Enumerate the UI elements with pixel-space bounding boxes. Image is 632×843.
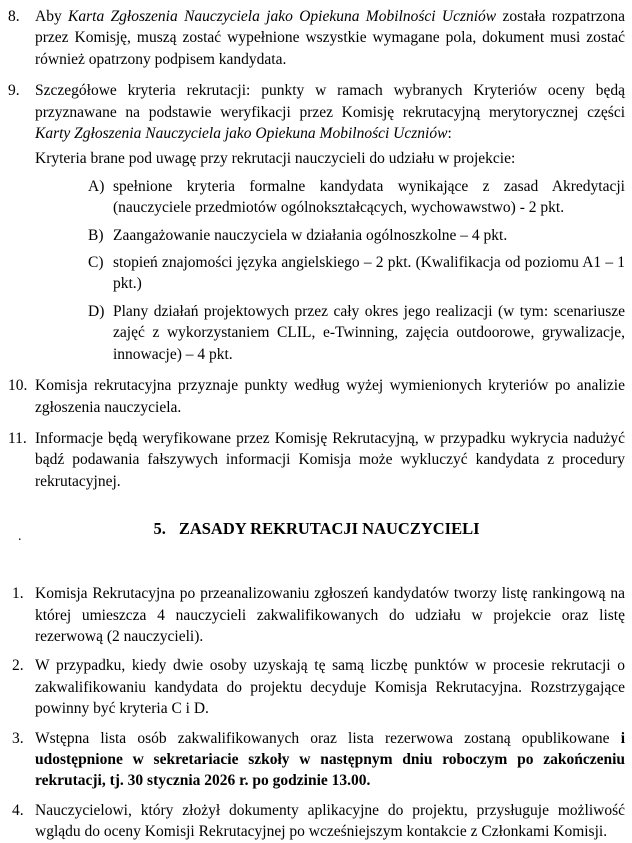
paragraph [35, 583, 625, 647]
text-segment: Komisja Rekrutacyjna po przeanalizowaniu zgłoszeń kandydatów tworzy listę rankingową na której umieszcza 4 nauczycieli zakwalifikowanych do udziału w projekcie oraz listę rezerwową (2 nauczycieli). [35, 585, 625, 645]
criteria-item [88, 225, 625, 246]
criteria-text: Plany działań projektowych przez cały okres jego realizacji (w tym: scenariusze zajęć z wykorzystaniem CLIL, e-Twinning, zajęcia outdoorowe, grywalizacje, innowacje) – 4 pkt. [113, 302, 625, 363]
stray-punctuation-mark: . [18, 529, 22, 544]
list-item-number: 3. [12, 729, 24, 747]
text-segment: Nauczycielowi, który złożył dokumenty aplikacyjne do projektu, przysługuje możliwość wglądu do oceny Komisji Rekrutacyjnej po wcześniejszym kontakcie z Członkami Komisji. [35, 801, 625, 841]
list-item [8, 428, 625, 492]
list-item-text [35, 728, 625, 792]
list-item [8, 655, 625, 719]
list-item-text [35, 6, 625, 70]
numbered-list-upper [8, 6, 625, 492]
paragraph [35, 655, 625, 719]
text-segment: Informacje będą weryfikowane przez Komisję Rekrutacyjną, w przypadku wykrycia nadużyć bądź podawania fałszywych informacji Komisja może wykluczyć kandydata z procedury rekrutacyjnej. [35, 429, 625, 490]
list-item-number: 8. [8, 8, 20, 25]
text-segment: Wstępna lista osób zakwalifikowanych oraz lista rezerwowa zostaną opublikowane [35, 729, 621, 747]
paragraph [35, 800, 625, 843]
section-heading [8, 518, 625, 539]
list-item [8, 728, 625, 792]
list-item-text [35, 800, 625, 843]
section-heading-number: 5. [153, 519, 166, 539]
criteria-letter: B) [88, 226, 104, 244]
list-item-text [35, 583, 625, 647]
text-segment: została rozpatrzona przez Komisję, muszą zostać wypełnione wszystkie wymagane pola, dokument musi zostać również opatrzony podpisem kandydata. [35, 8, 626, 68]
list-item-number: 9. [8, 82, 20, 100]
criteria-text: Zaangażowanie nauczyciela w działania ogólnoszkolne – 4 pkt. [113, 226, 508, 244]
list-item [8, 583, 625, 647]
text-segment: : [447, 125, 452, 143]
list-item-text [35, 80, 625, 365]
text-segment: Karta Zgłoszenia Nauczyciela jako Opiekuna Mobilności Uczniów [68, 8, 497, 25]
criteria-item [88, 301, 625, 365]
criteria-text: spełnione kryteria formalne kandydata wynikające z zasad Akredytacji (nauczyciele przedmiotów ogólnokształcących, wychowawstwo) - 2 pkt. [113, 177, 625, 217]
paragraph [35, 6, 625, 70]
criteria-text: stopień znajomości języka angielskiego – 2 pkt. (Kwalifikacja od poziomu A1 – 1 pkt.) [113, 254, 625, 293]
numbered-list-lower [8, 583, 625, 842]
list-item-number: 4. [12, 801, 24, 819]
text-segment: Szczegółowe kryteria rekrutacji: punkty w ramach wybranych Kryteriów oceny będą przyznawane na podstawie weryfikacji przez Komisję rekrutacyjną merytorycznej części [35, 82, 625, 121]
paragraph [35, 728, 625, 792]
criteria-item [88, 252, 625, 295]
criteria-letter: C) [88, 254, 104, 272]
list-item [8, 80, 625, 365]
list-item-text [35, 428, 625, 492]
list-item-number: 2. [12, 657, 24, 675]
text-segment: W przypadku, kiedy dwie osoby uzyskają tę samą liczbę punktów w procesie rekrutacji o zakwalifikowaniu kandydata do projektu decyduje Komisja Rekrutacyjna. Rozstrzygające powinny być kryteria C i D. [35, 657, 625, 718]
paragraph [35, 375, 625, 418]
criteria-letter: D) [88, 302, 105, 320]
list-item-text [35, 375, 625, 418]
list-item [8, 375, 625, 418]
text-segment: Aby [35, 8, 69, 25]
list-item-text [35, 655, 625, 719]
paragraph [35, 80, 625, 144]
text-segment: Komisja rekrutacyjna przyznaje punkty według wyżej wymienionych kryteriów po analizie zgłoszenia nauczyciela. [35, 377, 625, 416]
criteria-item [88, 176, 625, 219]
criteria-letter: A) [88, 177, 105, 195]
section-heading-text: ZASADY REKRUTACJI NAUCZYCIELI [178, 519, 480, 539]
list-item-number: 10. [8, 377, 28, 395]
list-item [8, 800, 625, 843]
text-segment: i udostępnione w sekretariacie szkoły w następnym dniu roboczym po zakończeniu rekrutacji, tj. 30 stycznia 2026 r. po godzinie 13.00. [35, 729, 625, 790]
paragraph [35, 428, 625, 492]
list-item-number: 1. [12, 585, 24, 603]
list-item [8, 6, 625, 70]
criteria-intro: Kryteria brane pod uwagę przy rekrutacji nauczycieli do udziału w projekcie: [35, 150, 516, 168]
text-segment: Karty Zgłoszenia Nauczyciela jako Opiekuna Mobilności Uczniów [35, 125, 448, 143]
list-item-number: 11. [8, 429, 27, 447]
